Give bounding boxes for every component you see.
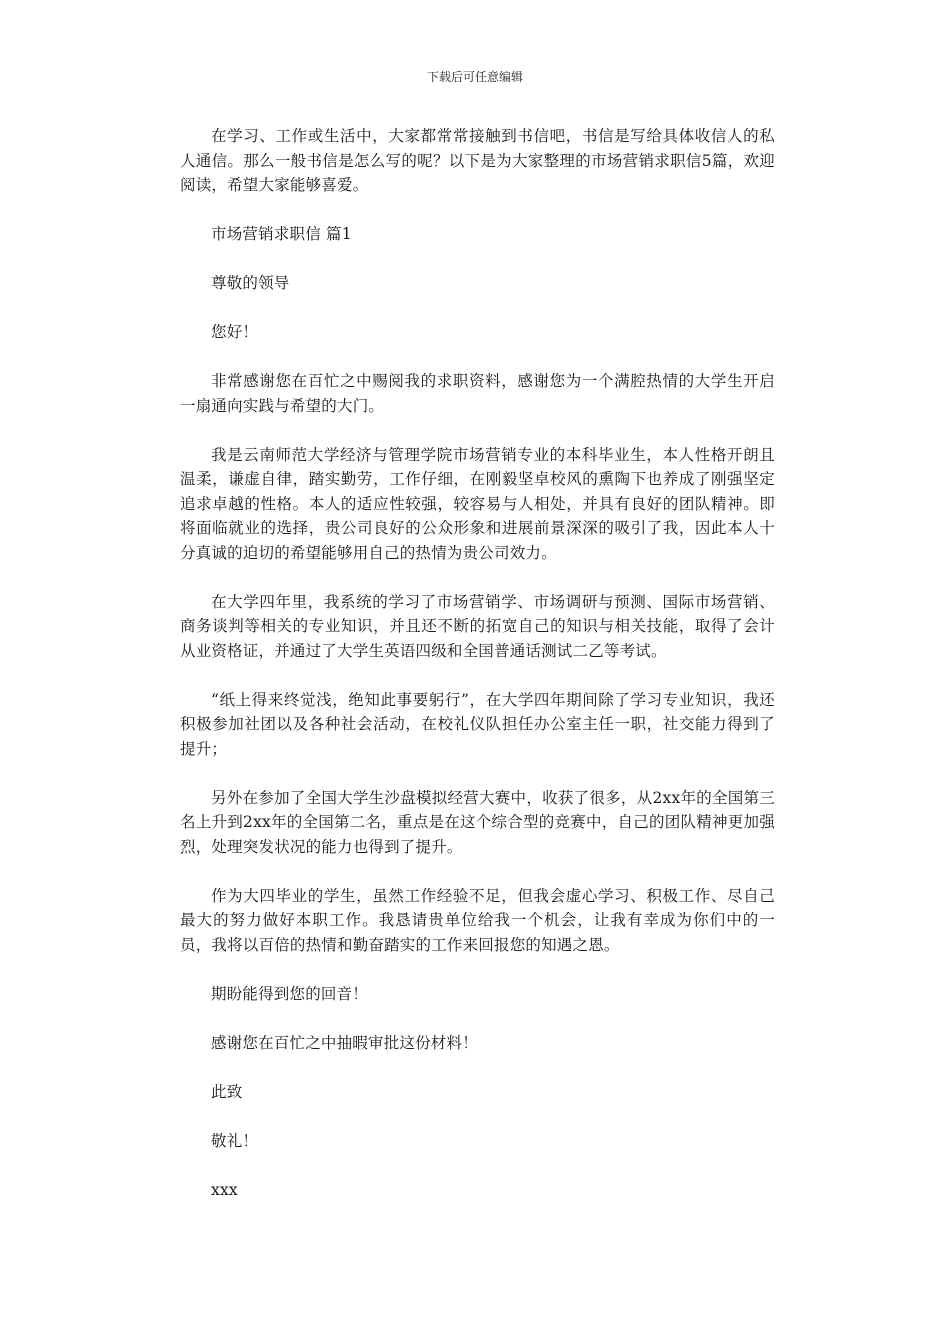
greeting: 您好！ xyxy=(211,323,259,341)
salutation: 尊敬的领导 xyxy=(211,274,290,292)
closing-line: 期盼能得到您的回音！ xyxy=(211,984,369,1003)
complimentary-close: 此致 xyxy=(211,1082,243,1101)
body-paragraph: 在大学四年里，我系统的学习了市场营销学、市场调研与预测、国际市场营销、商务谈判等相关的专业知识，并且还不断的拓宽自己的知识与相关技能，取得了会计从业资格证，并通过了大学生英语四级和全国普通话测试二乙等考试。 xyxy=(180,592,775,660)
letter-heading: 市场营销求职信 篇1 xyxy=(211,225,352,243)
body-paragraph: “纸上得来终觉浅，绝知此事要躬行”，在大学四年期间除了学习专业知识，我还积极参加社团以及各种社会活动，在校礼仪队担任办公室主任一职，社交能力得到了提升； xyxy=(180,690,775,758)
page-header: 下载后可任意编辑 xyxy=(426,70,523,84)
body-paragraph: 作为大四毕业的学生，虽然工作经验不足，但我会虚心学习、积极工作、尽自己最大的努力做好本职工作。我恳请贵单位给我一个机会，让我有幸成为你们中的一员，我将以百倍的热情和勤奋踏实的工作来回报您的知遇之恩。 xyxy=(180,886,775,954)
closing-line: 感谢您在百忙之中抽暇审批这份材料！ xyxy=(211,1033,478,1052)
complimentary-close: 敬礼！ xyxy=(211,1131,259,1150)
signature: xxx xyxy=(211,1180,238,1199)
intro-paragraph: 在学习、工作或生活中，大家都常常接触到书信吧，书信是写给具体收信人的私人通信。那么一般书信是怎么写的呢？以下是为大家整理的市场营销求职信5篇，欢迎阅读，希望大家能够喜爱。 xyxy=(180,127,775,194)
body-paragraph: 另外在参加了全国大学生沙盘模拟经营大赛中，收获了很多，从2xx年的全国第三名上升到2xx年的全国第二名，重点是在这个综合型的竞赛中，自己的团队精神更加强烈，处理突发状况的能力也得到了提升。 xyxy=(180,788,775,856)
body-paragraph: 我是云南师范大学经济与管理学院市场营销专业的本科毕业生，本人性格开朗且温柔，谦虚自律，踏实勤劳，工作仔细，在刚毅坚卓校风的熏陶下也养成了刚强坚定追求卓越的性格。本人的适应性较强，较容易与人相处，并具有良好的团队精神。即将面临就业的选择，贵公司良好的公众形象和进展前景深深的吸引了我，因此本人十分真诚的迫切的希望能够用自己的热情为贵公司效力。 xyxy=(180,445,775,562)
document-body xyxy=(180,124,775,1227)
body-paragraph: 非常感谢您在百忙之中赐阅我的求职资料，感谢您为一个满腔热情的大学生开启一扇通向实践与希望的大门。 xyxy=(180,372,775,415)
